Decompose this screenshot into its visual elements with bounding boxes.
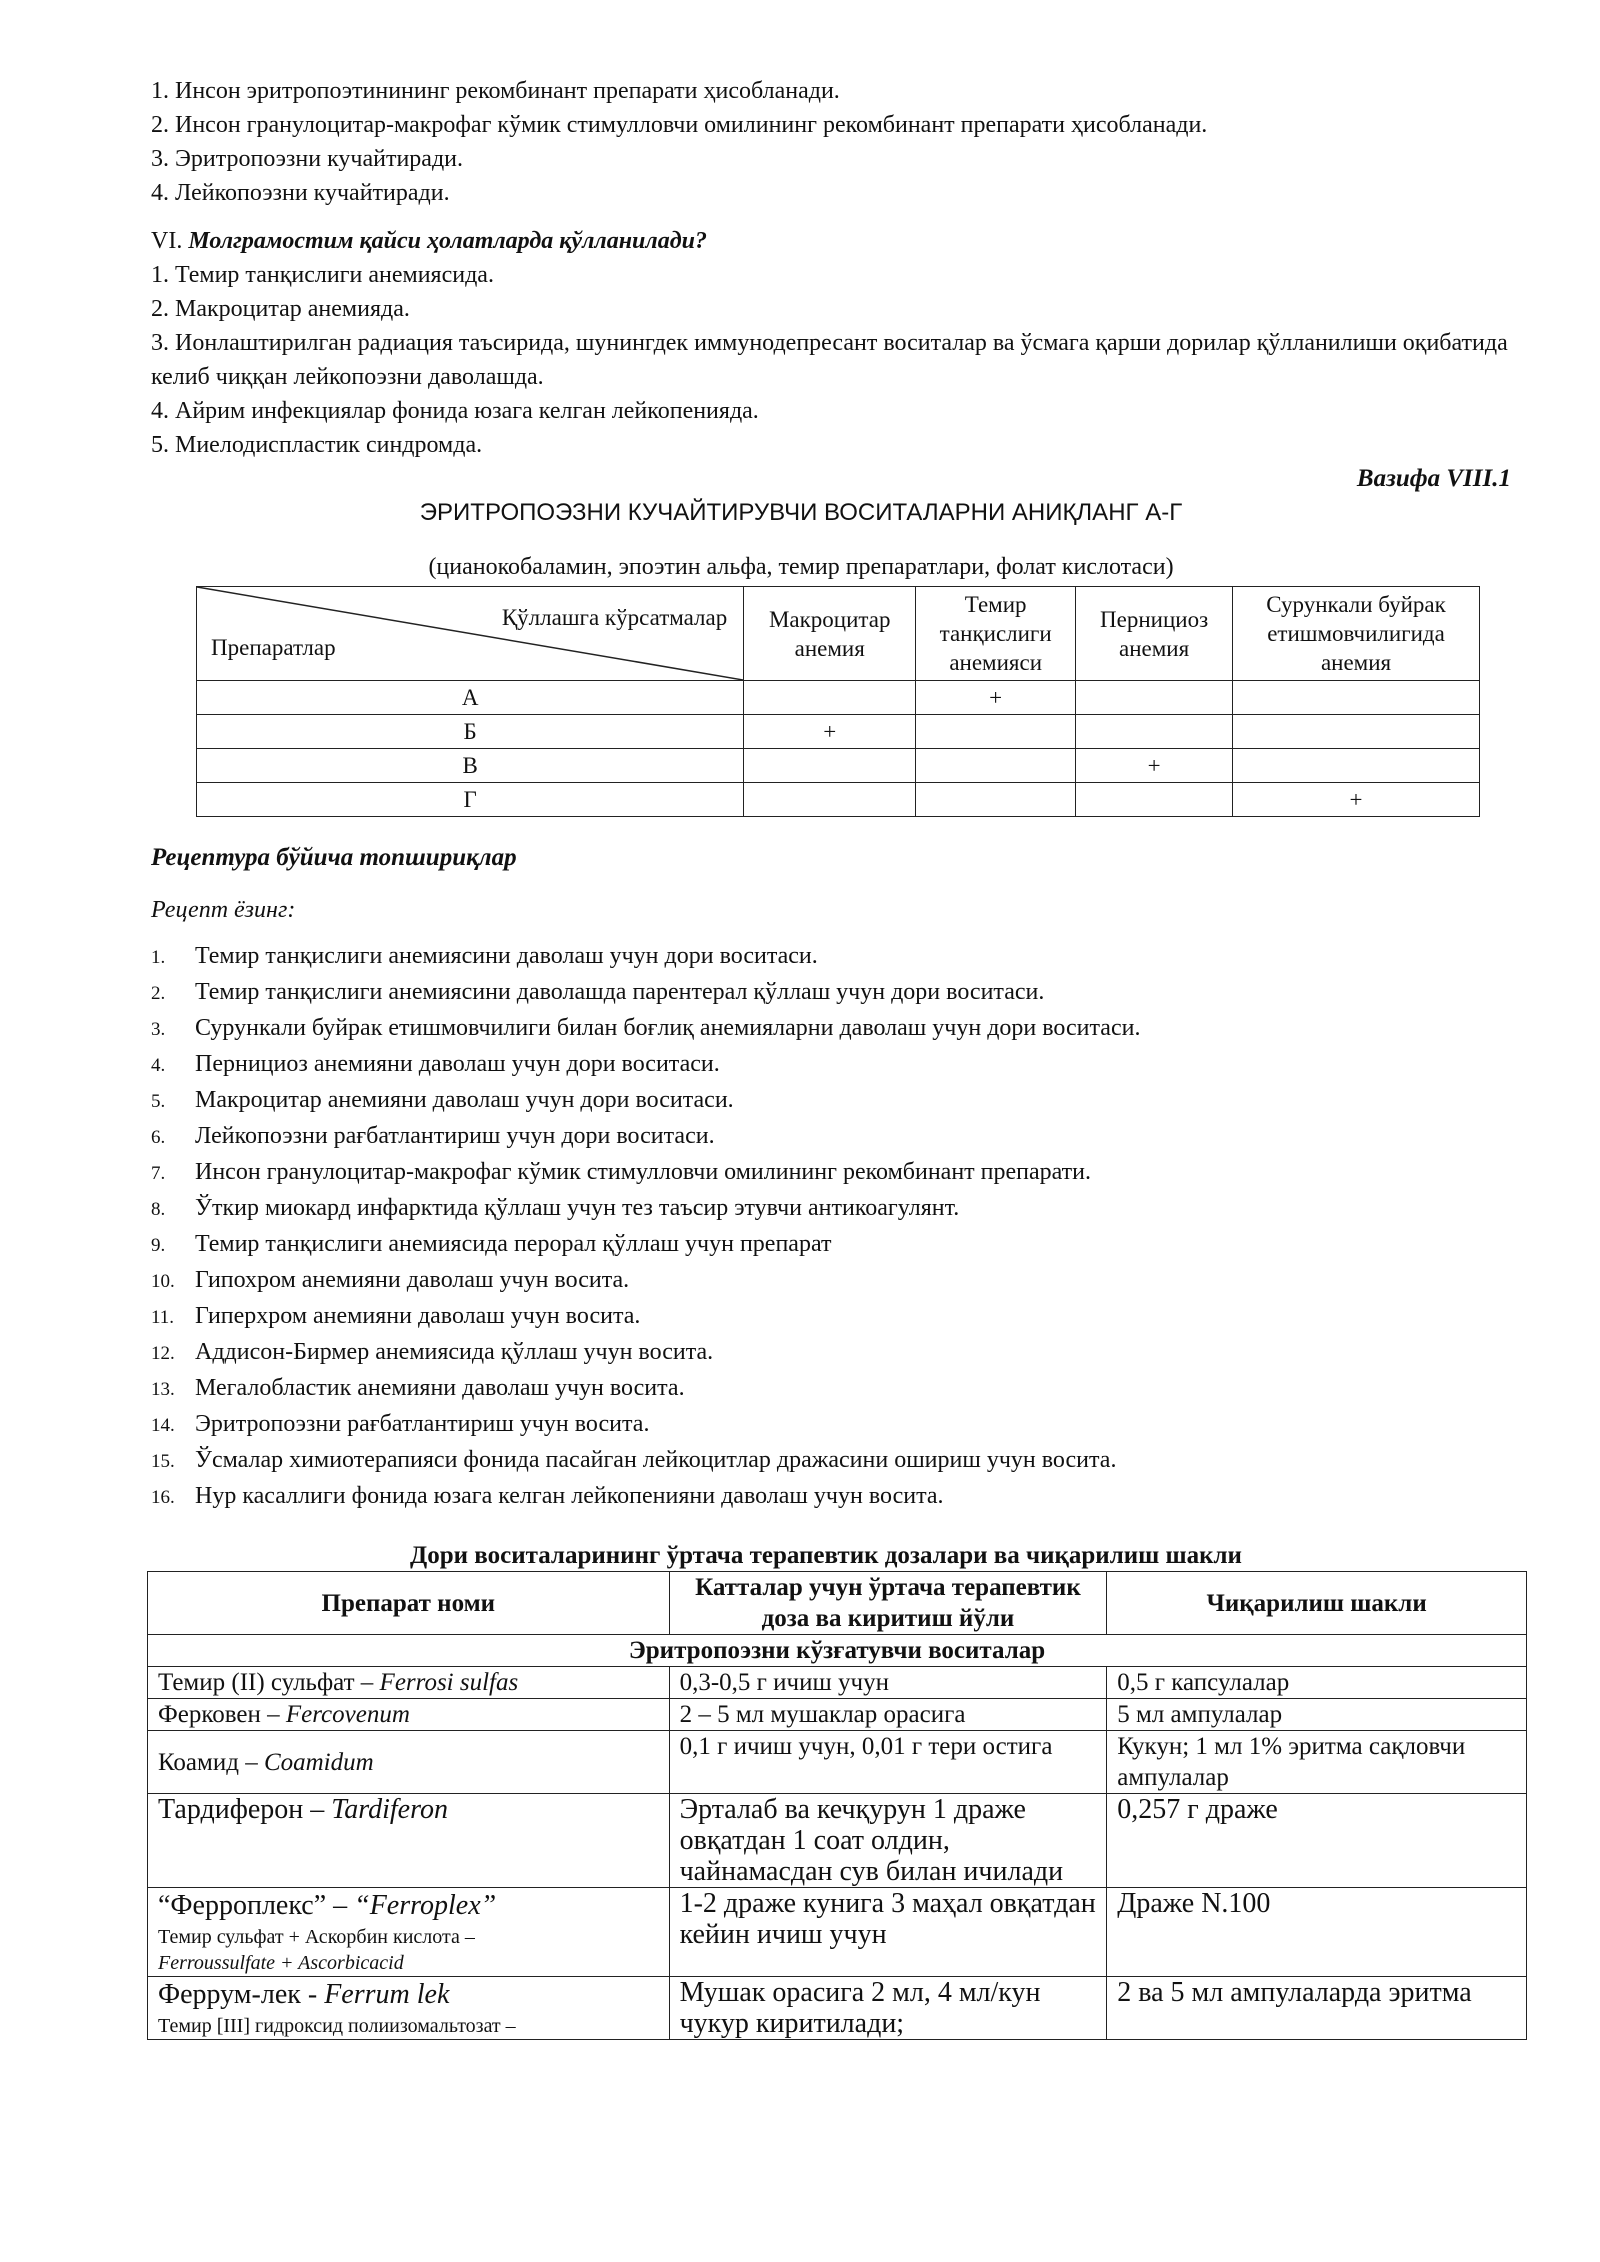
matrix-cell xyxy=(916,783,1076,817)
matrix-row-label: А xyxy=(197,681,744,715)
drug-latin-name: Ferrosi sulfas xyxy=(379,1669,519,1696)
matrix-row-label: В xyxy=(197,749,744,783)
doses-row xyxy=(148,1977,1527,2040)
recipe-item-text: Макроцитар анемияни даволаш учун дори воситаси. xyxy=(195,1087,734,1113)
recipe-item-text: Гипохром анемияни даволаш учун восита. xyxy=(195,1267,630,1293)
drug-name-cell xyxy=(148,1794,670,1888)
question-number: VI. xyxy=(151,228,183,254)
doses-row xyxy=(148,1794,1527,1888)
recipe-item xyxy=(151,1443,1511,1479)
drug-form: Кукун; 1 мл 1% эритма сақловчи ампулалар xyxy=(1107,1731,1527,1794)
doses-row xyxy=(148,1667,1527,1699)
top-item: 2. Инсон гранулоцитар-макрофаг кўмик стимулловчи омилининг рекомбинант препарати ҳисобланади. xyxy=(151,112,1208,138)
drug-composition: Темир сульфат + Аскорбин кислота – xyxy=(158,1926,475,1948)
recipe-item xyxy=(151,1047,1511,1083)
recipe-item-text: Лейкопоэзни рағбатлантириш учун дори воситаси. xyxy=(195,1123,715,1149)
matrix-row xyxy=(197,783,1480,817)
matrix-column-header: Темир танқислиги анемияси xyxy=(916,587,1076,681)
question-option: 1. Темир танқислиги анемиясида. xyxy=(151,262,494,288)
recipe-item xyxy=(151,1155,1511,1191)
recipe-item xyxy=(151,1227,1511,1263)
recipe-item-number: 7. xyxy=(151,1163,166,1184)
drug-form: 0,5 г капсулалар xyxy=(1107,1667,1527,1699)
recipe-item-text: Ўсмалар химиотерапияси фонида пасайган лейкоцитлар дражасини ошириш учун восита. xyxy=(195,1447,1117,1473)
doses-header-row xyxy=(148,1572,1527,1635)
top-item: 1. Инсон эритропоэтинининг рекомбинант препарати ҳисобланади. xyxy=(151,78,840,104)
matrix-row-label: Б xyxy=(197,715,744,749)
recipe-item xyxy=(151,1299,1511,1335)
recipe-item-number: 11. xyxy=(151,1307,175,1328)
recipe-list xyxy=(151,939,1511,1515)
task-subheading: (цианокобаламин, эпоэтин альфа, темир препаратлари, фолат кислотаси) xyxy=(428,554,1174,580)
indication-matrix xyxy=(196,586,1480,817)
recipe-item-number: 3. xyxy=(151,1019,166,1040)
drug-form: 0,257 г драже xyxy=(1107,1794,1527,1888)
question-option: 5. Миелодиспластик синдромда. xyxy=(151,432,483,458)
recipe-item-text: Мегалобластик анемияни даволаш учун восита. xyxy=(195,1375,685,1401)
recipe-item xyxy=(151,1191,1511,1227)
matrix-cell xyxy=(1076,681,1233,715)
recipe-item xyxy=(151,939,1511,975)
recipe-item-number: 12. xyxy=(151,1343,175,1364)
recipe-item-number: 8. xyxy=(151,1199,166,1220)
matrix-cell xyxy=(916,749,1076,783)
recipe-item-number: 2. xyxy=(151,983,166,1004)
drug-name: Темир (II) сульфат – xyxy=(158,1669,380,1696)
recipe-item-text: Нур касаллиги фонида юзага келган лейкопенияни даволаш учун восита. xyxy=(195,1483,944,1509)
recipe-item xyxy=(151,1479,1511,1515)
matrix-column-header: Сурункали буйрак етишмовчилигида анемия xyxy=(1233,587,1480,681)
recipe-item xyxy=(151,1011,1511,1047)
question-option: 2. Макроцитар анемияда. xyxy=(151,296,410,322)
matrix-cell xyxy=(1233,749,1480,783)
recipe-item xyxy=(151,1263,1511,1299)
matrix-corner-top: Қўллашга кўрсатмалар xyxy=(501,605,728,630)
recipe-section-subtitle: Рецепт ёзинг: xyxy=(151,897,296,923)
matrix-cell: + xyxy=(1076,749,1233,783)
doses-row xyxy=(148,1731,1527,1794)
recipe-item xyxy=(151,1407,1511,1443)
recipe-item-number: 9. xyxy=(151,1235,166,1256)
recipe-item-text: Эритропоэзни рағбатлантириш учун восита. xyxy=(195,1411,650,1437)
matrix-cell xyxy=(744,681,916,715)
top-item: 4. Лейкопоэзни кучайтиради. xyxy=(151,180,450,206)
drug-latin-name: Ferrum lek xyxy=(324,1979,450,2010)
recipe-item-number: 14. xyxy=(151,1415,175,1436)
drug-dose: 0,3-0,5 г ичиш учун xyxy=(669,1667,1107,1699)
drug-composition-latin: Ferroussulfate + Ascorbicacid xyxy=(158,1952,404,1974)
recipe-item-number: 4. xyxy=(151,1055,166,1076)
matrix-row xyxy=(197,715,1480,749)
recipe-item-number: 16. xyxy=(151,1487,175,1508)
drug-name: Феррум-лек - xyxy=(158,1979,325,2010)
drug-dose: 1-2 драже кунига 3 маҳал овқатдан кейин ичиш учун xyxy=(669,1888,1107,1977)
doses-section-title: Эритропоэзни кўзғатувчи воситалар xyxy=(148,1635,1527,1667)
recipe-item xyxy=(151,1083,1511,1119)
recipe-item xyxy=(151,975,1511,1011)
document-page xyxy=(151,74,1511,2040)
question-option: 4. Айрим инфекциялар фонида юзага келган лейкопенияда. xyxy=(151,398,759,424)
drug-dose: Мушак орасига 2 мл, 4 мл/кун чукур киритилади; xyxy=(669,1977,1107,2040)
matrix-cell xyxy=(1233,681,1480,715)
drug-name-cell xyxy=(148,1699,670,1731)
matrix-header-row xyxy=(197,587,1480,681)
task-heading: ЭРИТРОПОЭЗНИ КУЧАЙТИРУВЧИ ВОСИТАЛАРНИ АНИҚЛАНГ А-Г xyxy=(419,499,1183,526)
matrix-cell xyxy=(744,749,916,783)
drug-name-cell xyxy=(148,1977,670,2040)
matrix-cell xyxy=(916,715,1076,749)
matrix-column-header: Макроцитар анемия xyxy=(744,587,916,681)
drug-composition: Темир [III] гидроксид полиизомальтозат – xyxy=(158,2015,516,2037)
matrix-row xyxy=(197,749,1480,783)
matrix-cell: + xyxy=(1233,783,1480,817)
matrix-row xyxy=(197,681,1480,715)
doses-table xyxy=(147,1571,1527,2040)
matrix-corner-cell xyxy=(197,587,744,681)
drug-name: Тардиферон – xyxy=(158,1794,332,1825)
recipe-item xyxy=(151,1371,1511,1407)
matrix-cell: + xyxy=(916,681,1076,715)
recipe-item-text: Темир танқислиги анемиясини даволаш учун дори воситаси. xyxy=(195,943,818,969)
matrix-cell xyxy=(1233,715,1480,749)
recipe-item-text: Пернициоз анемияни даволаш учун дори воситаси. xyxy=(195,1051,720,1077)
recipe-item-number: 5. xyxy=(151,1091,166,1112)
drug-latin-name: Tardiferon xyxy=(331,1794,448,1825)
drug-name: “Ферроплекс” – xyxy=(158,1890,355,1921)
drug-dose: 0,1 г ичиш учун, 0,01 г тери остига xyxy=(669,1731,1107,1794)
recipe-item-text: Темир танқислиги анемиясида перорал қўллаш учун препарат xyxy=(195,1231,832,1257)
matrix-cell xyxy=(1076,783,1233,817)
question-option: 3. Ионлаштирилган радиация таъсирида, шунингдек иммунодепресант воситалар ва ўсмага қарши дорилар қўлланилиши оқибатида келиб чиққан лейкопоэзни даволашда. xyxy=(151,330,1508,390)
drug-latin-name: “Ferroplex” xyxy=(354,1890,497,1921)
matrix-row-label: Г xyxy=(197,783,744,817)
top-item: 3. Эритропоэзни кучайтиради. xyxy=(151,146,463,172)
drug-name: Коамид – xyxy=(158,1748,264,1776)
doses-row xyxy=(148,1699,1527,1731)
recipe-item-number: 10. xyxy=(151,1271,175,1292)
recipe-item-number: 13. xyxy=(151,1379,175,1400)
drug-latin-name: Coamidum xyxy=(263,1748,374,1776)
recipe-item xyxy=(151,1119,1511,1155)
matrix-cell xyxy=(1076,715,1233,749)
top-items xyxy=(151,74,1511,210)
doses-header-cell: Катталар учун ўртача терапевтик доза ва киритиш йўли xyxy=(669,1572,1107,1635)
drug-form: 5 мл ампулалар xyxy=(1107,1699,1527,1731)
drug-form: Драже N.100 xyxy=(1107,1888,1527,1977)
drug-dose: Эрталаб ва кечқурун 1 драже овқатдан 1 соат олдин, чайнамасдан сув билан ичилади xyxy=(669,1794,1107,1888)
matrix-cell xyxy=(744,783,916,817)
recipe-section-title: Рецептура бўйича топшириқлар xyxy=(151,844,517,871)
matrix-column-header: Пернициоз анемия xyxy=(1076,587,1233,681)
doses-row xyxy=(148,1888,1527,1977)
drug-latin-name: Fercovenum xyxy=(285,1701,410,1728)
doses-section-row xyxy=(148,1635,1527,1667)
recipe-item-number: 15. xyxy=(151,1451,175,1472)
drug-name-cell xyxy=(148,1888,670,1977)
recipe-item-text: Сурункали буйрак етишмовчилиги билан боғлиқ анемияларни даволаш учун дори воситаси. xyxy=(195,1015,1141,1041)
drug-name: Ферковен – xyxy=(158,1701,286,1728)
recipe-item-text: Темир танқислиги анемиясини даволашда парентерал қўллаш учун дори воситаси. xyxy=(195,979,1045,1005)
drug-form: 2 ва 5 мл ампулаларда эритма xyxy=(1107,1977,1527,2040)
recipe-item xyxy=(151,1335,1511,1371)
matrix-cell: + xyxy=(744,715,916,749)
question-text: Молграмостим қайси ҳолатларда қўлланилади? xyxy=(188,228,707,254)
drug-dose: 2 – 5 мл мушаклар орасига xyxy=(669,1699,1107,1731)
question-line xyxy=(151,224,1511,258)
recipe-item-text: Аддисон-Бирмер анемиясида қўллаш учун восита. xyxy=(195,1339,714,1365)
drug-name-cell xyxy=(148,1667,670,1699)
recipe-item-number: 1. xyxy=(151,947,166,968)
doses-table-title: Дори воситаларининг ўртача терапевтик дозалари ва чиқарилиш шакли xyxy=(410,1542,1242,1569)
recipe-item-text: Ўткир миокард инфарктида қўллаш учун тез таъсир этувчи антикоагулянт. xyxy=(195,1195,960,1221)
recipe-item-text: Инсон гранулоцитар-макрофаг кўмик стимулловчи омилининг рекомбинант препарати. xyxy=(195,1159,1092,1185)
question-options xyxy=(151,258,1511,462)
matrix-corner-bottom: Препаратлар xyxy=(211,635,336,660)
doses-header-cell: Чиқарилиш шакли xyxy=(1107,1572,1527,1635)
drug-name-cell xyxy=(148,1731,670,1794)
task-label: Вазифа VIII.1 xyxy=(1356,465,1511,492)
doses-header-cell: Препарат номи xyxy=(148,1572,670,1635)
recipe-item-text: Гиперхром анемияни даволаш учун восита. xyxy=(195,1303,641,1329)
recipe-item-number: 6. xyxy=(151,1127,166,1148)
